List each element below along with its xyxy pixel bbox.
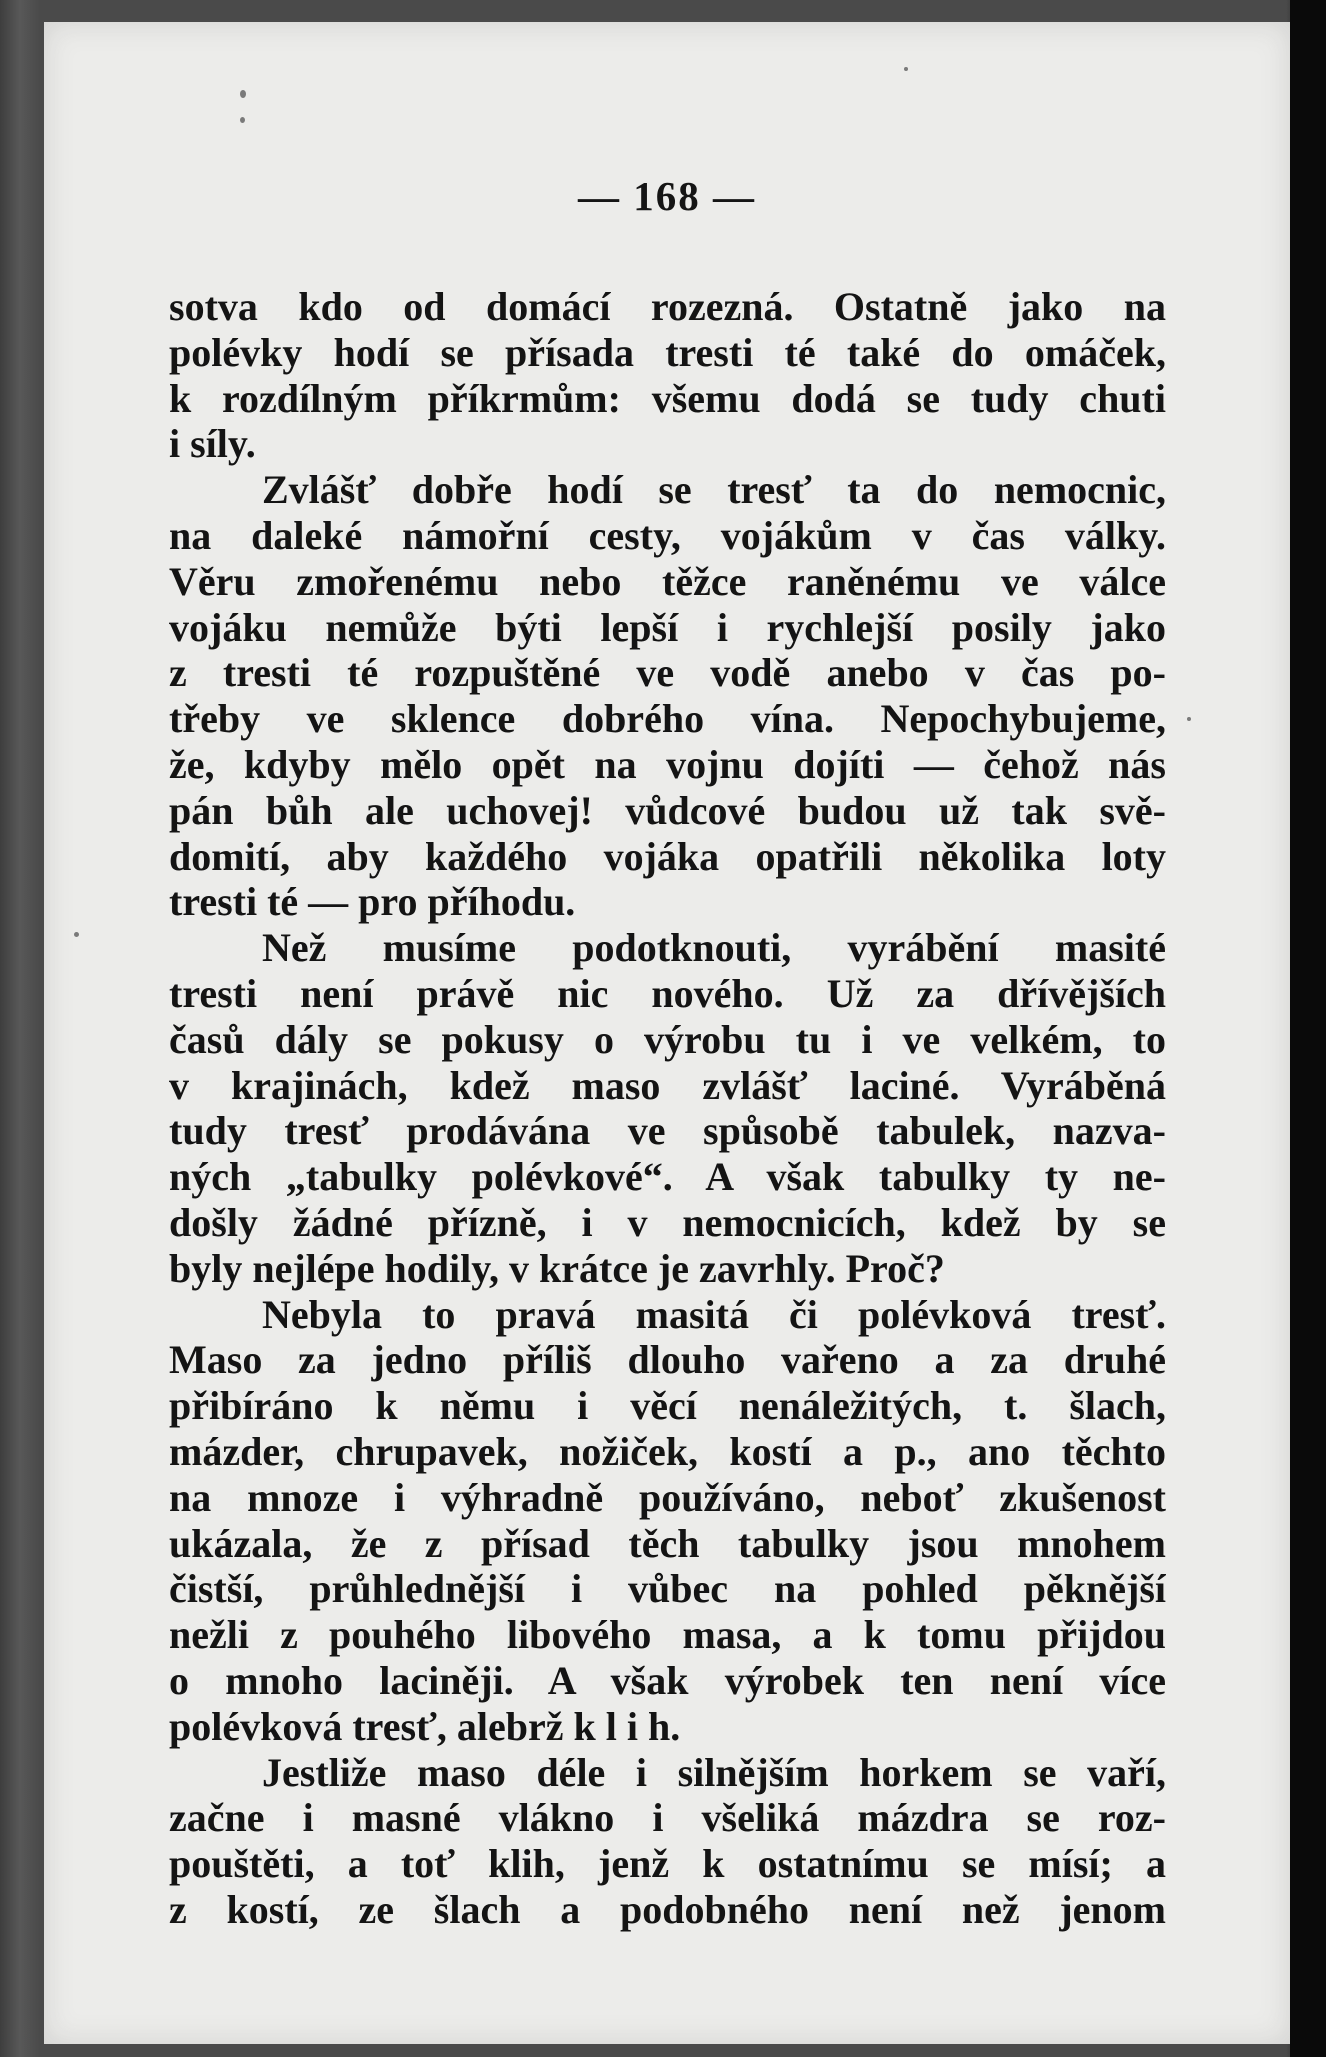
text-line: pouštěti, a toť klih, jenž k ostatnímu se mísí; a [169, 1841, 1166, 1887]
text-line: Než musíme podotknouti, vyrábění masité [262, 925, 1166, 971]
text-line: Jestliže maso déle i silnějším horkem se vaří, [262, 1749, 1166, 1795]
text-line: třeby ve sklence dobrého vína. Nepochybujeme, [169, 696, 1166, 742]
text-line: tresti té — pro příhodu. [169, 879, 576, 925]
text-line: sotva kdo od domácí rozezná. Ostatně jako na [169, 284, 1166, 329]
scan-speck [1187, 717, 1191, 721]
scan-speck [240, 90, 246, 98]
text-line: ných „tabulky polévkové“. A však tabulky ty ne- [169, 1154, 1166, 1200]
scan-speck [904, 67, 908, 71]
scan-speck [240, 117, 245, 123]
text-line: Zvlášť dobře hodí se tresť ta do nemocnic, [262, 467, 1166, 513]
text-line: na mnoze i výhradně používáno, neboť zkušenost [169, 1474, 1166, 1520]
text-line: z kostí, ze šlach a podobného není než jenom [169, 1886, 1166, 1932]
text-line: Věru zmořenému nebo těžce raněnému ve válce [169, 558, 1166, 604]
scan-speck [74, 932, 79, 937]
text-line: tresti není právě nic nového. Už za dřívějších [169, 970, 1166, 1016]
text-line: Maso za jedno příliš dlouho vařeno a za druhé [169, 1337, 1166, 1383]
text-line: byly nejlépe hodily, v krátce je zavrhly. Proč? [169, 1245, 945, 1291]
page-number: — 168 — [578, 173, 756, 219]
scan-dark-edge [1290, 0, 1326, 2057]
text-line: na daleké námořní cesty, vojákům v čas války. [169, 512, 1166, 558]
text-line: ukázala, že z přísad těch tabulky jsou mnohem [169, 1520, 1166, 1566]
text-line: i síly. [169, 421, 256, 467]
text-line: pán bůh ale uchovej! vůdcové budou už tak svě- [169, 787, 1166, 833]
text-line: z tresti té rozpuštěné ve vodě anebo v čas po- [169, 650, 1166, 696]
text-line: domití, aby každého vojáka opatřili několika loty [169, 833, 1166, 879]
text-line: polévky hodí se přísada tresti té také do omáček, [169, 329, 1166, 375]
text-line: mázder, chrupavek, nožiček, kostí a p., ano těchto [169, 1428, 1166, 1474]
text-line: že, kdyby mělo opět na vojnu dojíti — čehož nás [169, 741, 1166, 787]
text-line: polévková tresť, alebrž k l i h. [169, 1703, 681, 1749]
text-line: tudy tresť prodávána ve spůsobě tabulek, nazva- [169, 1108, 1166, 1154]
text-line: v krajinách, kdež maso zvlášť laciné. Vyráběná [169, 1062, 1166, 1108]
text-line: Nebyla to pravá masitá či polévková tresť. [262, 1291, 1166, 1337]
text-line: nežli z pouhého libového masa, a k tomu přijdou [169, 1612, 1166, 1658]
book-page [44, 22, 1290, 2044]
text-line: došly žádné přízně, i v nemocnicích, kdež by se [169, 1199, 1166, 1245]
text-line: o mnoho laciněji. A však výrobek ten není více [169, 1657, 1166, 1703]
text-line: začne i masné vlákno i všeliká mázdra se roz- [169, 1795, 1166, 1841]
text-line: časů dály se pokusy o výrobu tu i ve velkém, to [169, 1016, 1166, 1062]
text-line: přibíráno k němu i věcí nenáležitých, t. šlach, [169, 1383, 1166, 1429]
body-text [169, 284, 1166, 1933]
text-line: vojáku nemůže býti lepší i rychlejší posily jako [169, 604, 1166, 650]
text-line: čistší, průhlednější i vůbec na pohled pěknější [169, 1566, 1166, 1612]
text-line: k rozdílným příkrmům: všemu dodá se tudy chuti [169, 375, 1166, 421]
